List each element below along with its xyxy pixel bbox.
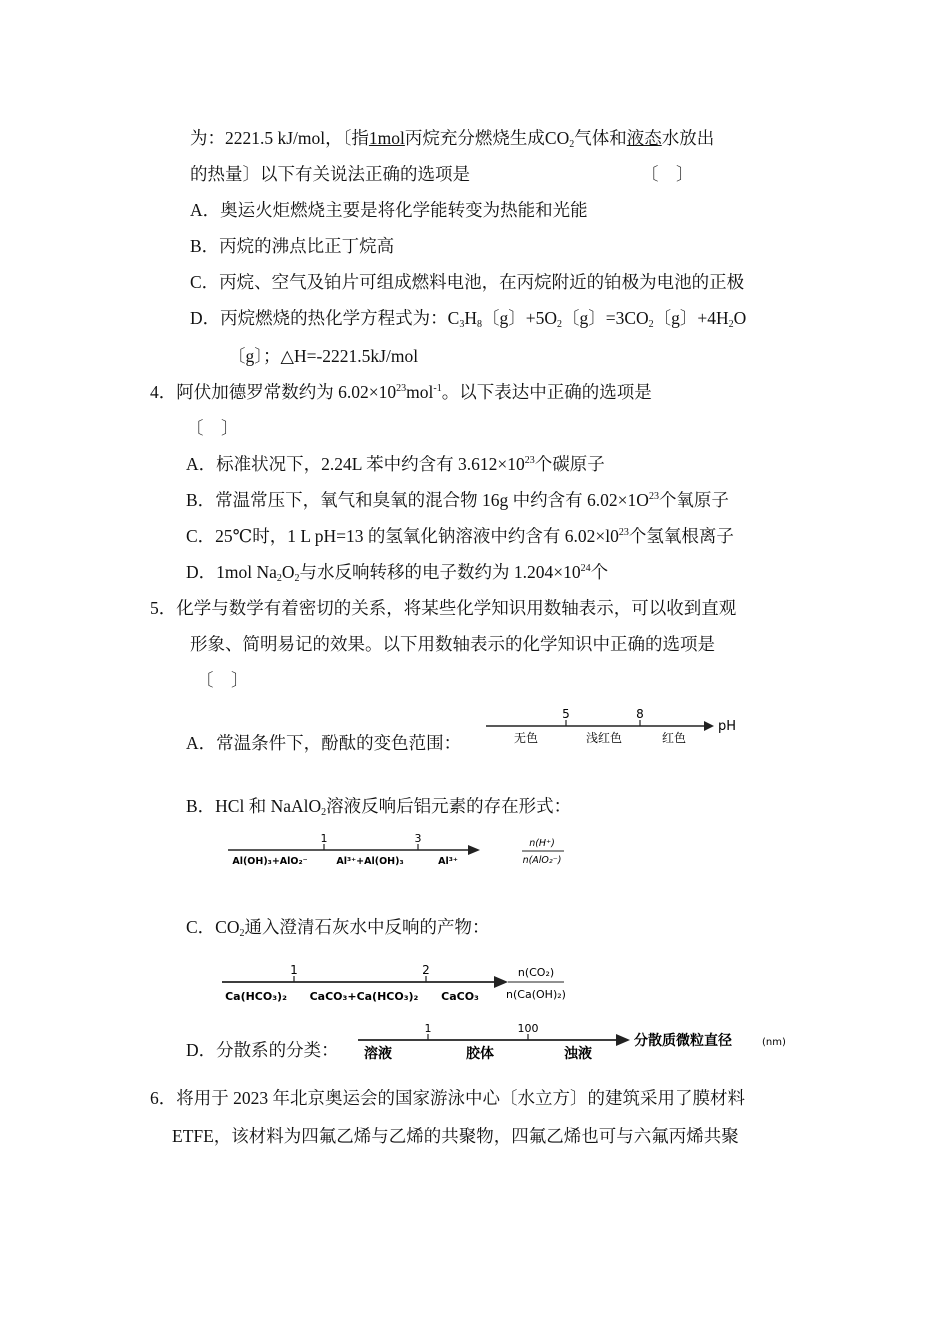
co2-axis-arrow <box>494 976 508 988</box>
co2-region-2: CaCO₃+Ca(HCO₃)₂ <box>309 990 419 1003</box>
q5-stem-line2: 形象、简明易记的效果。以下用数轴表示的化学知识中正确的选项是 <box>190 634 715 654</box>
q3-option-a: A．奥运火炬燃烧主要是将化学能转变为热能和光能 <box>190 200 588 220</box>
q5-stem-line1: 5．化学与数学有着密切的关系，将某些化学知识用数轴表示，可以收到直观 <box>150 598 737 618</box>
disp-axis-unit: (nm) <box>762 1037 786 1048</box>
q3-stem-line1: 为：2221.5 kJ/mol，〔指1mol丙烷充分燃烧生成$CO_2$气体和液态水放出 <box>190 128 715 150</box>
q3-underline-liquid: 液态 <box>626 128 662 148</box>
q6-stem-line2: ETFE，该材料为四氟乙烯与乙烯的共聚物，四氟乙烯也可与六氟丙烯共聚 <box>172 1126 739 1146</box>
co2-region-3: CaCO₃ <box>441 990 479 1003</box>
q3-underline-1mol: 1mol <box>368 128 405 148</box>
q4-answer-bracket: 〔 〕 <box>186 418 239 438</box>
co2-ratio-numerator: n(CO₂) <box>517 966 555 979</box>
co2-region-1: Ca(HCO₃)₂ <box>225 990 287 1003</box>
q4-option-d: D．1mol $Na_2O_2$与水反响转移的电子数约为 $1.204\times 10^{24}$个 <box>186 562 609 584</box>
ph-unit-label: pH <box>718 719 737 734</box>
ph-region-colorless: 无色 <box>513 731 539 745</box>
q5-option-a-label: A．常温条件下，酚酞的变色范围： <box>186 733 462 753</box>
disp-axis-arrow <box>616 1034 630 1046</box>
al-tick-label-1: 1 <box>320 832 328 845</box>
al-region-2: Al³⁺+Al(OH)₃ <box>336 856 404 867</box>
ph-tick-label-5: 5 <box>562 707 570 721</box>
disp-region-suspension: 浊液 <box>564 1046 592 1062</box>
q4-option-b: B．常温常压下，氧气和臭氧的混合物 16g 中约含有 $6.02\times 1O^{23}$个氧原子 <box>186 490 729 510</box>
ph-region-red: 红色 <box>661 731 687 745</box>
q3-option-c: C．丙烷、空气及铂片可组成燃料电池，在丙烷附近的铂极为电池的正极 <box>190 272 745 292</box>
q4-option-c: C．25℃时，1 L pH=13 的氢氧化钠溶液中约含有 $6.02\times l0^{23}$个氢氧根离子 <box>186 526 734 546</box>
disp-region-colloid: 胶体 <box>466 1046 494 1062</box>
q6-stem-line1: 6．将用于 2023 年北京奥运会的国家游泳中心〔水立方〕的建筑采用了膜材料 <box>150 1088 745 1108</box>
disp-tick-label-1: 1 <box>424 1022 432 1035</box>
q3-option-d: D．丙烷燃烧的热化学方程式为：$C_3H_8$〔g〕$+5O_2$〔g〕$=3CO_2$〔g〕$+4H_2O$ <box>190 308 747 330</box>
q5-option-b-label: B．HCl 和 NaAlO$_2$溶液反响后铝元素的存在形式： <box>186 796 572 818</box>
q3-answer-bracket: 〔 〕 <box>641 164 694 184</box>
disp-tick-label-100: 100 <box>517 1022 539 1035</box>
aluminum-number-line <box>224 828 574 878</box>
al-ratio-denominator: n(AlO₂⁻) <box>522 855 562 866</box>
q5-option-d-label: D．分散系的分类： <box>186 1040 339 1060</box>
co2-tick-label-1: 1 <box>290 963 298 977</box>
disp-region-solution: 溶液 <box>364 1046 392 1062</box>
q4-stem: 4．阿伏加德罗常数约为 $6.02\times 10^{23}mol^{-1}$。以下表达中正确的选项是 <box>150 382 652 402</box>
al-axis-arrow <box>468 845 480 855</box>
q4-option-a: A．标准状况下，2.24L 苯中约含有 $3.612\times 10^{23}$个碳原子 <box>186 454 605 474</box>
q5-option-c-label: C．$CO_2$通入澄清石灰水中反响的产物： <box>186 917 490 939</box>
ph-region-light-red: 浅红色 <box>585 731 623 745</box>
co2-tick-label-2: 2 <box>422 963 430 977</box>
q5-answer-bracket: 〔 〕 <box>196 670 249 690</box>
q3-option-d-line2: 〔g〕；△H=-2221.5kJ/mol <box>228 346 419 366</box>
ph-number-line <box>480 700 740 750</box>
dispersion-number-line <box>352 1018 802 1066</box>
ph-axis-arrow <box>704 721 714 731</box>
q3-stem-line2: 的热量〕以下有关说法正确的选项是 <box>190 164 470 184</box>
co2-ratio-denominator: n(Ca(OH)₂) <box>506 988 566 1001</box>
al-region-1: Al(OH)₃+AlO₂⁻ <box>232 856 308 867</box>
ph-tick-label-8: 8 <box>636 707 644 721</box>
co2-number-line <box>218 958 578 1010</box>
al-ratio-numerator: n(H⁺) <box>529 838 555 849</box>
disp-axis-label: 分散质微粒直径 <box>634 1033 732 1049</box>
al-region-3: Al³⁺ <box>438 856 458 867</box>
al-tick-label-3: 3 <box>414 832 422 845</box>
q3-option-b: B．丙烷的沸点比正丁烷高 <box>190 236 395 256</box>
